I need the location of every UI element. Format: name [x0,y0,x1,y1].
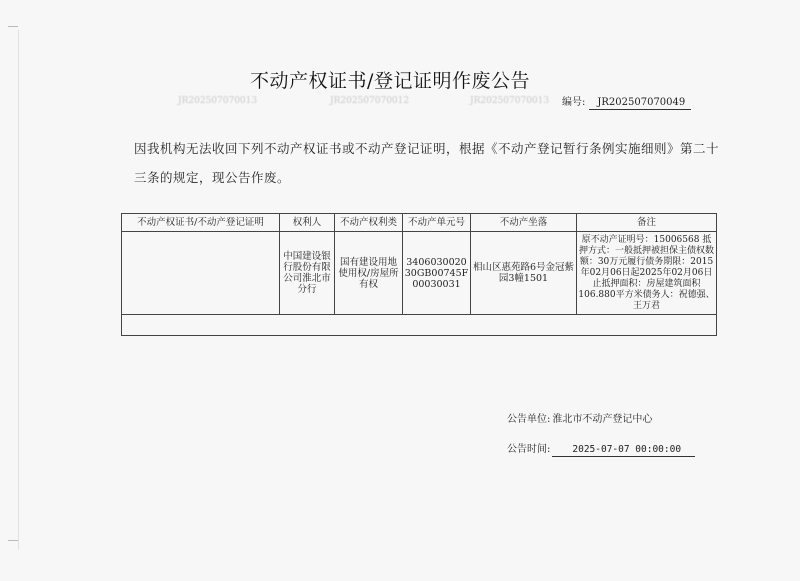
column-header-owner: 权利人 [280,214,335,232]
cell-unit-number: 340603002030GB00745F00030031 [403,232,471,315]
scan-mark [8,26,18,27]
cell-location: 相山区惠苑路6号金冠紫园3幢1501 [471,232,577,315]
column-header-location: 不动产坐落 [471,214,577,232]
cell-right-type: 国有建设用地使用权/房屋所有权 [335,232,403,315]
cell-empty [122,315,717,336]
cell-owner: 中国建设银行股份有限公司淮北市分行 [280,232,335,315]
bleed-through-text: JR202507070013 [178,96,258,106]
page-title: 不动产权证书/登记证明作废公告 [250,70,530,92]
publishing-time [507,440,695,457]
cell-certificate [122,232,280,315]
publishing-time-value: 2025-07-07 00:00:00 [552,444,695,457]
scan-edge-line [18,30,19,550]
column-header-remark: 备注 [577,214,717,232]
document-number-value: JR202507070049 [589,97,691,110]
publishing-time-label: 公告时间: [507,444,551,455]
table-header-row [122,214,717,232]
document-number [562,93,691,110]
scan-mark [8,540,18,541]
cell-remark: 原不动产证明号：15006568 抵押方式：一般抵押被担保主债权数额：30万元履行债务期限：2015年02月06日起2025年02月06日止抵押面积：房屋建筑面积106.880平方米债务人：祝德强、王万君 [577,232,717,315]
document-number-label: 编号: [562,97,586,108]
bleed-through-text: JR202507070013 [470,96,550,106]
publishing-unit-label: 公告单位: [507,414,551,425]
notice-paragraph: 因我机构无法收回下列不动产权证书或不动产登记证明，根据《不动产登记暂行条例实施细则》第二十三条的规定，现公告作废。 [134,141,720,185]
publishing-unit-value: 淮北市不动产登记中心 [552,414,653,425]
column-header-right-type: 不动产权利类 [335,214,403,232]
publishing-unit [507,410,652,425]
bleed-through-text: JR202507070012 [330,96,410,106]
column-header-certificate: 不动产权证书/不动产登记证明 [122,214,280,232]
notice-table [121,213,717,336]
table-row [122,232,717,315]
table-empty-row [122,315,717,336]
column-header-unit-number: 不动产单元号 [403,214,471,232]
